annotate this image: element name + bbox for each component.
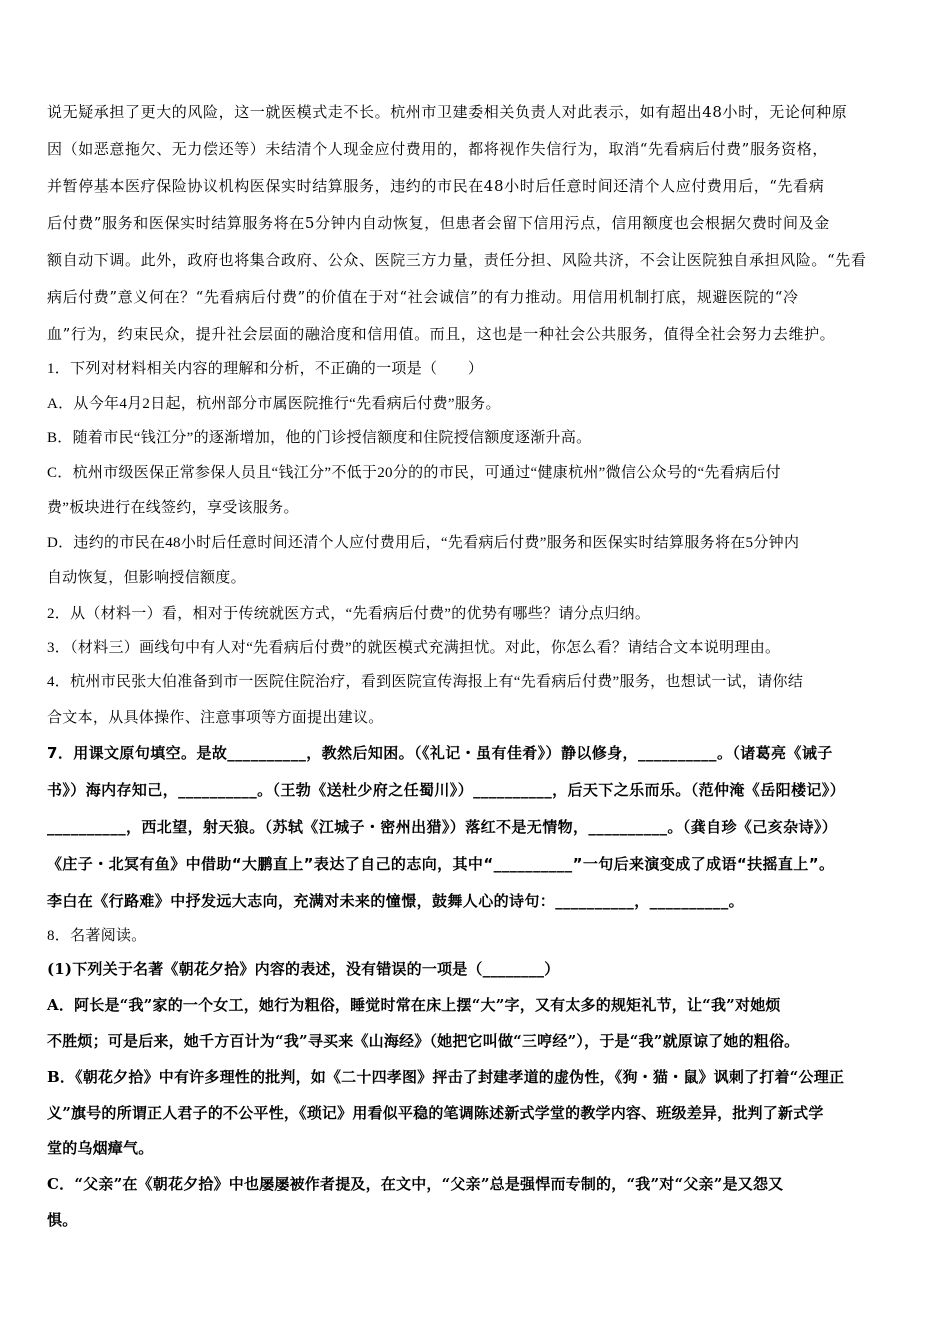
q8-option-a: A．阿长是“我”家的一个女工，她行为粗俗，睡觉时常在床上摆“大”字，又有太多的规矩礼节，让“我”对她烦 [47, 996, 781, 1014]
passage-line: 病后付费”意义何在？“先看病后付费”的价值在于对“社会诚信”的有力推动。用信用机制打底，规避医院的“冷 [47, 288, 799, 306]
option-c-cont: 费”板块进行在线签约，享受该服务。 [47, 500, 299, 516]
question-7-line: 7．用课文原句填空。是故__________，教然后知困。（《礼记・虽有佳肴》）静以修身，__________。（诸葛亮《诫子 [47, 744, 833, 762]
q8-option-c: C．“父亲”在《朝花夕拾》中也屡屡被作者提及，在文中，“父亲”总是强悍而专制的，“我”对“父亲”是又怨又 [47, 1175, 784, 1193]
question-4-cont: 合文本，从具体操作、注意事项等方面提出建议。 [47, 710, 384, 726]
option-d: D．违约的市民在48小时后任意时间还清个人应付费用后，“先看病后付费”服务和医保实时结算服务将在5分钟内 [47, 535, 800, 551]
option-c: C．杭州市级医保正常参保人员且“钱江分”不低于20分的的市民，可通过“健康杭州”微信公众号的“先看病后付 [47, 465, 781, 481]
passage-line: 血”行为，约束民众，提升社会层面的融洽度和信用值。而且，这也是一种社会公共服务，值得全社会努力去维护。 [47, 325, 836, 343]
passage-line: 因（如恶意拖欠、无力偿还等）未结清个人现金应付费用的，都将视作失信行为，取消“先看病后付费”服务资格， [47, 140, 828, 158]
question-7-line: 书》）海内存知己，__________。（王勃《送杜少府之任蜀川》）__________，后天下之乐而乐。（范仲淹《岳阳楼记》） [47, 781, 846, 799]
question-3: 3．（材料三）画线句中有人对“先看病后付费”的就医模式充满担忧。对此，你怎么看？请结合文本说明理由。 [47, 640, 781, 656]
q8-option-b-cont: 堂的乌烟瘴气。 [47, 1139, 154, 1157]
question-8-title: 8．名著阅读。 [47, 928, 147, 944]
option-b: B．随着市民“钱江分”的逐渐增加，他的门诊授信额度和住院授信额度逐渐升高。 [47, 430, 592, 446]
question-1: 1．下列对材料相关内容的理解和分析，不正确的一项是（ ） [47, 361, 484, 377]
passage-line: 额自动下调。此外，政府也将集合政府、公众、医院三方力量，责任分担、风险共济，不会让医院独自承担风险。“先看 [47, 251, 867, 269]
passage-line: 并暂停基本医疗保险协议机构医保实时结算服务，违约的市民在48小时后任意时间还清个人应付费用后，“先看病 [47, 177, 825, 195]
passage-line: 说无疑承担了更大的风险，这一就医模式走不长。杭州市卫建委相关负责人对此表示，如有超出48小时，无论何种原 [47, 103, 848, 121]
question-7-line: 李白在《行路难》中抒发远大志向，充满对未来的憧憬，鼓舞人心的诗句：__________，__________。 [47, 892, 745, 910]
q8-option-a-cont: 不胜烦；可是后来，她千方百计为“我”寻买来《山海经》（她把它叫做“三哼经”），于是“我”就原谅了她的粗俗。 [47, 1032, 800, 1050]
question-7-line: 《庄子・北冥有鱼》中借助“大鹏直上”表达了自己的志向，其中“__________”一句后来演变成了成语“扶摇直上”。 [47, 855, 835, 873]
q8-option-c-cont: 惧。 [47, 1211, 78, 1229]
question-7-line: __________，西北望，射天狼。（苏轼《江城子・密州出猎》）落红不是无情物，__________。（龚自珍《己亥杂诗》） [47, 818, 838, 836]
question-8-sub: (1)下列关于名著《朝花夕拾》内容的表述，没有错误的一项是（________） [47, 960, 560, 978]
option-d-cont: 自动恢复，但影响授信额度。 [47, 570, 246, 586]
question-2: 2．从（材料一）看，相对于传统就医方式，“先看病后付费”的优势有哪些？请分点归纳。 [47, 606, 651, 622]
question-4: 4．杭州市民张大伯准备到市一医院住院治疗，看到医院宣传海报上有“先看病后付费”服务，也想试一试，请你结 [47, 674, 804, 690]
option-a: A．从今年4月2日起，杭州部分市属医院推行“先看病后付费”服务。 [47, 396, 501, 412]
q8-option-b-cont: 义”旗号的所谓正人君子的不公平性，《琐记》用看似平稳的笔调陈述新式学堂的教学内容、班级差异，批判了新式学 [47, 1104, 824, 1122]
passage-line: 后付费”服务和医保实时结算服务将在5分钟内自动恢复，但患者会留下信用污点，信用额度也会根据欠费时间及金 [47, 214, 830, 232]
q8-option-b: B．《朝花夕拾》中有许多理性的批判，如《二十四孝图》抨击了封建孝道的虚伪性，《狗・猫・鼠》讽刺了打着“公理正 [47, 1068, 845, 1086]
